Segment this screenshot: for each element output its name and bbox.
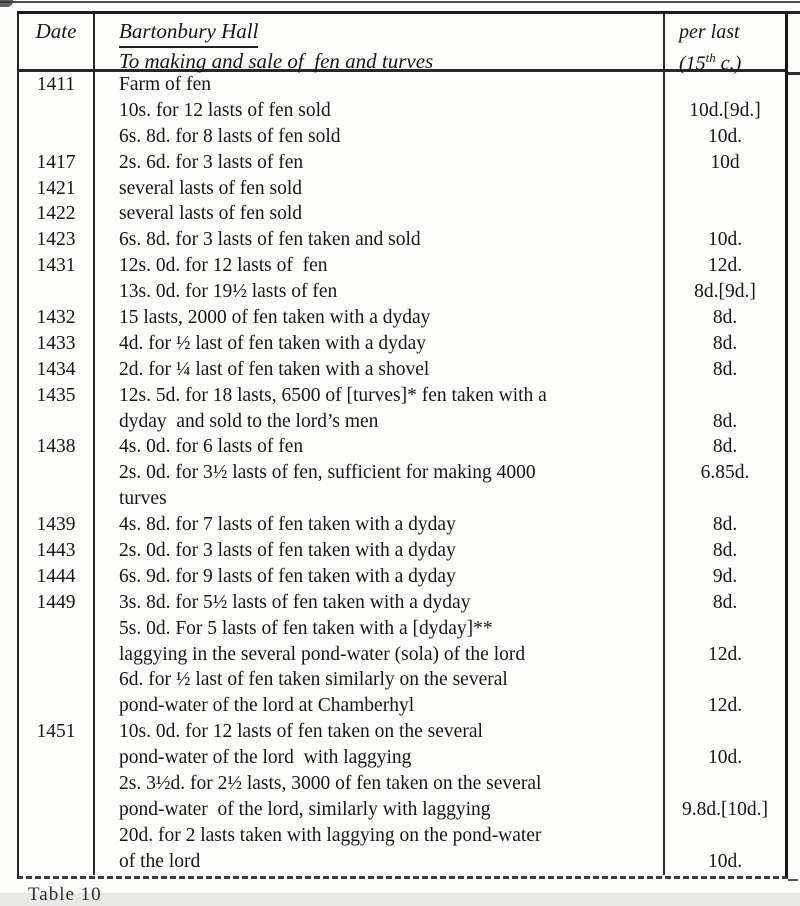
date-cell: 1417	[19, 150, 95, 176]
value-cell	[665, 616, 785, 642]
table-row	[19, 823, 785, 849]
manor-title: Bartonbury Hall	[119, 18, 258, 48]
description-cell: 6s. 8d. for 3 lasts of fen taken and sold	[95, 227, 665, 253]
table-subtitle: To making and sale of fen and turves	[119, 49, 434, 73]
value-cell: 10d.	[707, 850, 743, 872]
date-cell	[19, 823, 95, 849]
date-cell	[19, 693, 95, 719]
accounts-table	[17, 11, 788, 879]
description-cell: 5s. 0d. For 5 lasts of fen taken with a [dyday]**	[95, 616, 665, 642]
date-cell	[19, 98, 95, 124]
table-row	[19, 227, 785, 253]
value-cell: 10d.[9d.]	[689, 99, 761, 121]
table-row	[19, 150, 785, 176]
table-row	[19, 693, 785, 719]
cut-off-table-caption: Table 10	[28, 884, 102, 905]
description-cell: dyday and sold to the lord’s men	[95, 409, 665, 435]
date-cell: 1433	[19, 331, 95, 357]
table-row	[19, 305, 785, 331]
table-row	[19, 279, 785, 305]
table-row	[19, 719, 785, 745]
value-cell: 8d.	[712, 410, 738, 432]
value-cell: 12d.	[707, 643, 743, 665]
header-rule-extension	[786, 72, 800, 75]
description-cell: 12s. 0d. for 12 lasts of fen	[95, 253, 665, 279]
date-cell: 1432	[19, 305, 95, 331]
date-cell	[19, 745, 95, 771]
description-cell: 2s. 3½d. for 2½ lasts, 3000 of fen taken on the several	[95, 771, 665, 797]
per-last-label: per last	[679, 21, 740, 43]
date-cell: 1444	[19, 564, 95, 590]
date-cell	[19, 409, 95, 435]
table-row	[19, 667, 785, 693]
description-cell: 3s. 8d. for 5½ lasts of fen taken with a dyday	[95, 590, 665, 616]
description-cell: 10s. for 12 lasts of fen sold	[95, 98, 665, 124]
value-cell	[665, 823, 785, 849]
table-row	[19, 98, 785, 124]
date-cell: 1443	[19, 538, 95, 564]
description-cell: 4s. 0d. for 6 lasts of fen	[95, 434, 665, 460]
description-cell: several lasts of fen sold	[95, 201, 665, 227]
description-cell: of the lord	[95, 849, 665, 875]
description-cell: 6s. 8d. for 8 lasts of fen sold	[95, 124, 665, 150]
header-date-column: Date	[19, 14, 95, 77]
date-cell	[19, 460, 95, 486]
table-row	[19, 253, 785, 279]
date-cell: 1434	[19, 357, 95, 383]
table-body	[19, 72, 785, 875]
value-cell: 12d.	[707, 255, 743, 277]
scan-edge-rule	[0, 1, 800, 3]
description-cell: 2s. 6d. for 3 lasts of fen	[95, 150, 665, 176]
top-rule-extension	[786, 11, 800, 14]
date-cell	[19, 849, 95, 875]
table-row	[19, 564, 785, 590]
table-row	[19, 201, 785, 227]
date-cell	[19, 797, 95, 823]
description-cell: 4d. for ½ last of fen taken with a dyday	[95, 331, 665, 357]
value-cell	[665, 719, 785, 745]
date-cell: 1411	[19, 72, 95, 98]
table-row	[19, 357, 785, 383]
date-cell: 1431	[19, 253, 95, 279]
description-cell: 20d. for 2 lasts taken with laggying on the pond-water	[95, 823, 665, 849]
value-cell: 10d.	[707, 229, 743, 251]
table-row	[19, 331, 785, 357]
value-cell: 12d.	[707, 695, 743, 717]
value-cell: 8d.	[712, 540, 738, 562]
table-row	[19, 616, 785, 642]
value-cell: 10d.	[707, 747, 743, 769]
description-cell: pond-water of the lord at Chamberhyl	[95, 693, 665, 719]
value-cell	[665, 383, 785, 409]
date-cell: 1449	[19, 590, 95, 616]
description-cell: 2d. for ¼ last of fen taken with a shovel	[95, 357, 665, 383]
table-row	[19, 745, 785, 771]
description-cell: 10s. 0d. for 12 lasts of fen taken on the several	[95, 719, 665, 745]
header-title-column	[95, 14, 665, 77]
value-cell	[665, 72, 785, 98]
table-row	[19, 512, 785, 538]
description-cell: 4s. 8d. for 7 lasts of fen taken with a dyday	[95, 512, 665, 538]
date-cell	[19, 124, 95, 150]
date-cell	[19, 642, 95, 668]
description-cell: turves	[95, 486, 665, 512]
table-row	[19, 124, 785, 150]
date-cell: 1439	[19, 512, 95, 538]
header-per-last-column	[665, 14, 785, 77]
value-cell: 6.85d.	[700, 462, 750, 484]
date-cell	[19, 486, 95, 512]
table-row	[19, 590, 785, 616]
description-cell: Farm of fen	[95, 72, 665, 98]
value-cell: 8d.	[712, 436, 738, 458]
date-cell: 1423	[19, 227, 95, 253]
date-cell	[19, 667, 95, 693]
description-cell: pond-water of the lord with laggying	[95, 745, 665, 771]
table-row	[19, 72, 785, 98]
description-cell: 2s. 0d. for 3½ lasts of fen, sufficient for making 4000	[95, 460, 665, 486]
date-cell: 1438	[19, 434, 95, 460]
value-cell: 10d	[710, 151, 740, 173]
value-cell: 8d.	[712, 358, 738, 380]
date-cell: 1421	[19, 176, 95, 202]
value-cell: 9d.	[712, 565, 738, 587]
description-cell: laggying in the several pond-water (sola) of the lord	[95, 642, 665, 668]
description-cell: 15 lasts, 2000 of fen taken with a dyday	[95, 305, 665, 331]
table-row	[19, 849, 785, 875]
table-row	[19, 176, 785, 202]
value-cell	[665, 771, 785, 797]
value-cell: 8d.	[712, 514, 738, 536]
table-row	[19, 383, 785, 409]
table-row	[19, 486, 785, 512]
table-row	[19, 434, 785, 460]
date-cell: 1422	[19, 201, 95, 227]
description-cell: 2s. 0d. for 3 lasts of fen taken with a dyday	[95, 538, 665, 564]
date-cell: 1435	[19, 383, 95, 409]
value-cell	[665, 201, 785, 227]
table-header-row	[19, 14, 785, 75]
description-cell: several lasts of fen sold	[95, 176, 665, 202]
value-cell	[665, 176, 785, 202]
description-cell: 6d. for ½ last of fen taken similarly on the several	[95, 667, 665, 693]
description-cell: 6s. 9d. for 9 lasts of fen taken with a dyday	[95, 564, 665, 590]
value-cell: 8d.	[712, 332, 738, 354]
description-cell: pond-water of the lord, similarly with laggying	[95, 797, 665, 823]
description-cell: 12s. 5d. for 18 lasts, 6500 of [turves]* fen taken with a	[95, 383, 665, 409]
table-row	[19, 642, 785, 668]
value-cell: 8d.	[712, 591, 738, 613]
value-cell: 8d.	[712, 307, 738, 329]
date-cell	[19, 279, 95, 305]
value-cell: 9.8d.[10d.]	[681, 798, 769, 820]
bottom-rule-extension	[788, 879, 798, 881]
table-row	[19, 538, 785, 564]
value-cell: 8d.[9d.]	[694, 281, 756, 303]
description-cell: 13s. 0d. for 19½ lasts of fen	[95, 279, 665, 305]
value-cell	[665, 667, 785, 693]
date-cell	[19, 616, 95, 642]
table-row	[19, 409, 785, 435]
table-row	[19, 797, 785, 823]
table-row	[19, 771, 785, 797]
per-last-century: (15th c.)	[679, 50, 742, 75]
superscript-th: th	[705, 50, 716, 65]
value-cell	[665, 486, 785, 512]
date-cell: 1451	[19, 719, 95, 745]
date-cell	[19, 771, 95, 797]
value-cell: 10d.	[707, 125, 743, 147]
scan-corner-smudge	[0, 0, 13, 7]
table-row	[19, 460, 785, 486]
